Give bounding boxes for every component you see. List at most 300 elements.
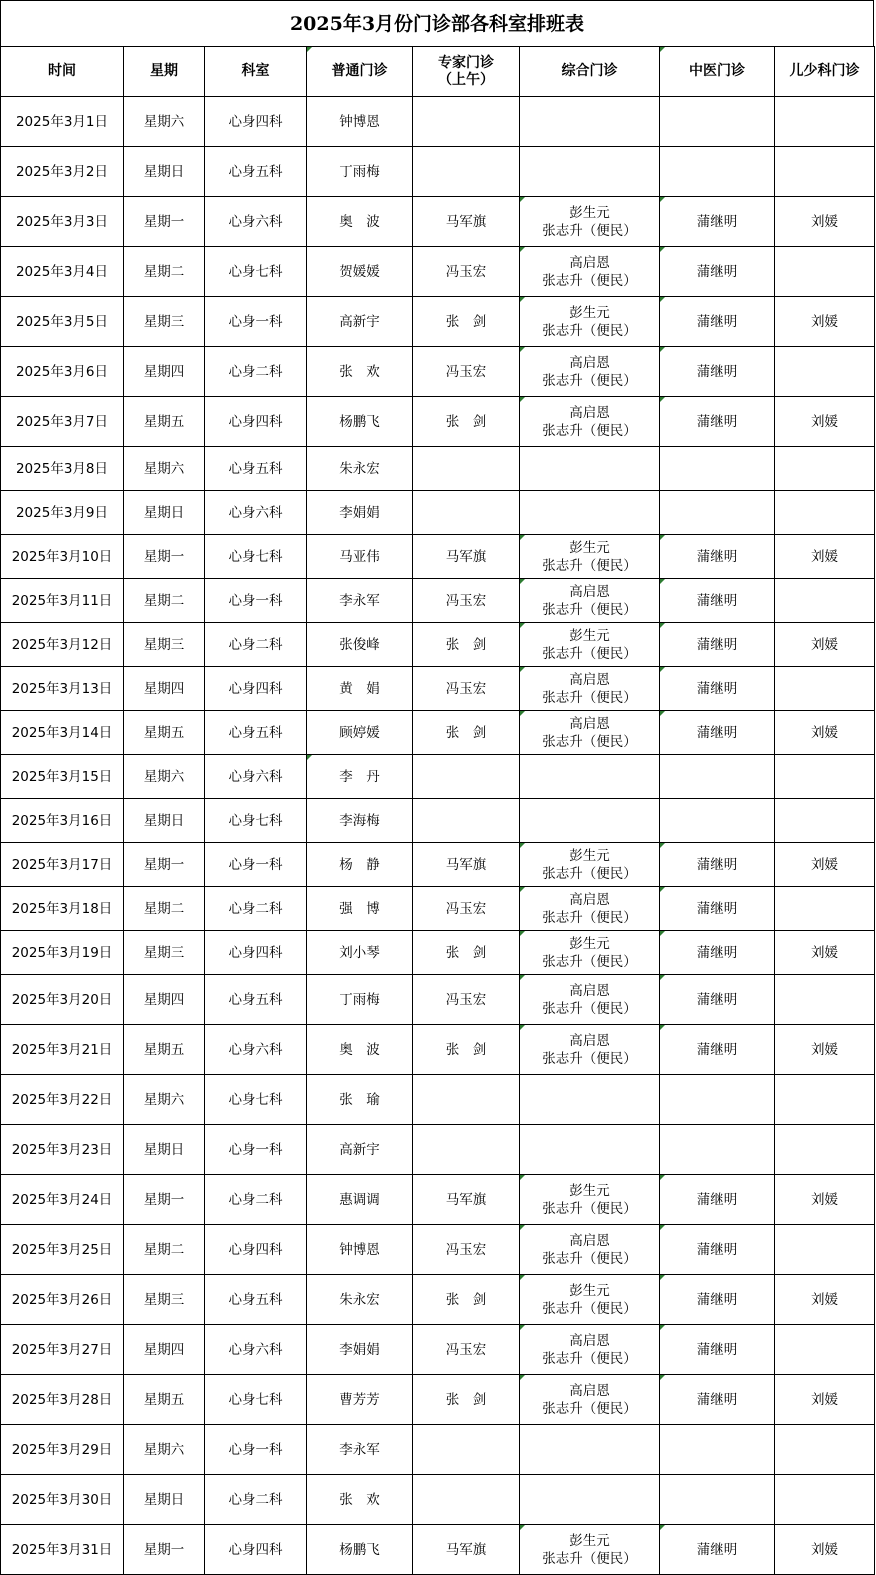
weekday-cell: 星期一 (124, 535, 205, 579)
general-clinic-cell: 高新宇 (307, 297, 413, 347)
general-clinic-cell: 李永军 (307, 1425, 413, 1475)
date-cell: 2025年3月3日 (1, 197, 124, 247)
child-clinic-cell (775, 667, 875, 711)
weekday-cell: 星期一 (124, 1175, 205, 1225)
tcm-clinic-cell (660, 1075, 775, 1125)
weekday-cell: 星期三 (124, 297, 205, 347)
schedule-table (0, 46, 875, 1575)
comprehensive-clinic-cell (520, 247, 660, 297)
child-clinic-cell (775, 799, 875, 843)
dept-cell: 心身六科 (205, 1325, 307, 1375)
table-row (1, 1475, 875, 1525)
weekday-cell: 星期日 (124, 147, 205, 197)
table-row (1, 667, 875, 711)
child-clinic-cell (775, 579, 875, 623)
child-clinic-cell (775, 887, 875, 931)
expert-clinic-cell: 张 剑 (413, 1275, 520, 1325)
child-clinic-cell (775, 1225, 875, 1275)
expert-clinic-cell: 冯玉宏 (413, 1225, 520, 1275)
expert-clinic-cell: 马军旗 (413, 1525, 520, 1575)
expert-clinic-cell (413, 97, 520, 147)
table-row (1, 711, 875, 755)
comprehensive-doctor-2: 张志升（便民） (542, 1300, 637, 1317)
tcm-clinic-cell: 蒲继明 (660, 1375, 775, 1425)
comprehensive-clinic-cell (520, 447, 660, 491)
weekday-cell: 星期五 (124, 397, 205, 447)
comprehensive-clinic-cell (520, 1075, 660, 1125)
comprehensive-doctor-1: 高启恩 (569, 354, 610, 371)
comprehensive-clinic-cell (520, 843, 660, 887)
tcm-clinic-cell (660, 1475, 775, 1525)
expert-clinic-cell (413, 491, 520, 535)
dept-cell: 心身四科 (205, 1525, 307, 1575)
comprehensive-doctor-1: 高启恩 (569, 671, 610, 688)
comprehensive-doctor-1: 彭生元 (569, 627, 610, 644)
comprehensive-doctor-2: 张志升（便民） (542, 1000, 637, 1017)
tcm-clinic-cell: 蒲继明 (660, 1175, 775, 1225)
table-row (1, 755, 875, 799)
tcm-clinic-cell (660, 799, 775, 843)
tcm-clinic-cell (660, 491, 775, 535)
date-cell: 2025年3月2日 (1, 147, 124, 197)
general-clinic-cell: 杨鹏飞 (307, 397, 413, 447)
dept-cell: 心身二科 (205, 347, 307, 397)
expert-clinic-cell: 冯玉宏 (413, 1325, 520, 1375)
tcm-clinic-cell: 蒲继明 (660, 247, 775, 297)
expert-clinic-cell (413, 755, 520, 799)
comprehensive-doctor-2: 张志升（便民） (542, 1200, 637, 1217)
date-cell: 2025年3月21日 (1, 1025, 124, 1075)
expert-clinic-cell: 马军旗 (413, 843, 520, 887)
expert-clinic-cell: 冯玉宏 (413, 887, 520, 931)
child-clinic-cell (775, 1325, 875, 1375)
weekday-cell: 星期三 (124, 1275, 205, 1325)
comprehensive-doctor-1: 高启恩 (569, 404, 610, 421)
dept-cell: 心身一科 (205, 1425, 307, 1475)
weekday-cell: 星期五 (124, 1025, 205, 1075)
tcm-clinic-cell: 蒲继明 (660, 667, 775, 711)
comprehensive-doctor-1: 彭生元 (569, 1182, 610, 1199)
header-general: 普通门诊 (307, 47, 413, 97)
weekday-cell: 星期六 (124, 1075, 205, 1125)
tcm-clinic-cell: 蒲继明 (660, 975, 775, 1025)
general-clinic-cell: 丁雨梅 (307, 147, 413, 197)
weekday-cell: 星期一 (124, 1525, 205, 1575)
weekday-cell: 星期五 (124, 711, 205, 755)
comprehensive-clinic-cell (520, 799, 660, 843)
weekday-cell: 星期一 (124, 197, 205, 247)
date-cell: 2025年3月23日 (1, 1125, 124, 1175)
expert-clinic-cell: 冯玉宏 (413, 247, 520, 297)
dept-cell: 心身六科 (205, 197, 307, 247)
table-row (1, 197, 875, 247)
tcm-clinic-cell: 蒲继明 (660, 1275, 775, 1325)
dept-cell: 心身二科 (205, 1475, 307, 1525)
comprehensive-doctor-1: 高启恩 (569, 583, 610, 600)
table-row (1, 1225, 875, 1275)
comprehensive-doctor-2: 张志升（便民） (542, 1050, 637, 1067)
header-weekday: 星期 (124, 47, 205, 97)
header-comprehensive: 综合门诊 (520, 47, 660, 97)
comprehensive-doctor-2: 张志升（便民） (542, 422, 637, 439)
table-row (1, 1125, 875, 1175)
tcm-clinic-cell: 蒲继明 (660, 1525, 775, 1575)
dept-cell: 心身五科 (205, 1275, 307, 1325)
comprehensive-doctor-1: 高启恩 (569, 1382, 610, 1399)
expert-clinic-cell: 马军旗 (413, 1175, 520, 1225)
weekday-cell: 星期日 (124, 1125, 205, 1175)
general-clinic-cell: 张 欢 (307, 347, 413, 397)
table-row (1, 535, 875, 579)
table-row (1, 1075, 875, 1125)
expert-clinic-cell: 张 剑 (413, 297, 520, 347)
general-clinic-cell: 贺媛媛 (307, 247, 413, 297)
expert-clinic-cell: 马军旗 (413, 535, 520, 579)
date-cell: 2025年3月25日 (1, 1225, 124, 1275)
date-cell: 2025年3月8日 (1, 447, 124, 491)
dept-cell: 心身六科 (205, 1025, 307, 1075)
dept-cell: 心身七科 (205, 1375, 307, 1425)
expert-clinic-cell (413, 1125, 520, 1175)
comprehensive-clinic-cell (520, 535, 660, 579)
general-clinic-cell: 张 瑜 (307, 1075, 413, 1125)
general-clinic-cell: 李娟娟 (307, 491, 413, 535)
comprehensive-clinic-cell (520, 579, 660, 623)
weekday-cell: 星期一 (124, 843, 205, 887)
comprehensive-doctor-1: 彭生元 (569, 935, 610, 952)
date-cell: 2025年3月9日 (1, 491, 124, 535)
dept-cell: 心身四科 (205, 667, 307, 711)
table-row (1, 799, 875, 843)
weekday-cell: 星期三 (124, 931, 205, 975)
comprehensive-clinic-cell (520, 1025, 660, 1075)
child-clinic-cell: 刘媛 (775, 931, 875, 975)
dept-cell: 心身七科 (205, 1075, 307, 1125)
comprehensive-doctor-1: 高启恩 (569, 891, 610, 908)
comprehensive-clinic-cell (520, 1225, 660, 1275)
comprehensive-clinic-cell (520, 1425, 660, 1475)
table-row (1, 1425, 875, 1475)
dept-cell: 心身七科 (205, 799, 307, 843)
date-cell: 2025年3月10日 (1, 535, 124, 579)
dept-cell: 心身七科 (205, 535, 307, 579)
general-clinic-cell: 李永军 (307, 579, 413, 623)
table-row (1, 491, 875, 535)
comprehensive-clinic-cell (520, 931, 660, 975)
expert-clinic-cell (413, 799, 520, 843)
child-clinic-cell: 刘媛 (775, 1275, 875, 1325)
dept-cell: 心身五科 (205, 975, 307, 1025)
header-row (1, 47, 875, 97)
comprehensive-clinic-cell (520, 1175, 660, 1225)
date-cell: 2025年3月30日 (1, 1475, 124, 1525)
comprehensive-doctor-2: 张志升（便民） (542, 733, 637, 750)
date-cell: 2025年3月13日 (1, 667, 124, 711)
tcm-clinic-cell: 蒲继明 (660, 579, 775, 623)
child-clinic-cell (775, 147, 875, 197)
general-clinic-cell: 朱永宏 (307, 1275, 413, 1325)
table-row (1, 975, 875, 1025)
expert-clinic-cell (413, 447, 520, 491)
header-dept: 科室 (205, 47, 307, 97)
general-clinic-cell: 丁雨梅 (307, 975, 413, 1025)
expert-clinic-cell (413, 147, 520, 197)
comprehensive-doctor-2: 张志升（便民） (542, 222, 637, 239)
child-clinic-cell (775, 247, 875, 297)
date-cell: 2025年3月6日 (1, 347, 124, 397)
dept-cell: 心身一科 (205, 843, 307, 887)
expert-clinic-cell: 冯玉宏 (413, 347, 520, 397)
comprehensive-clinic-cell (520, 887, 660, 931)
general-clinic-cell: 马亚伟 (307, 535, 413, 579)
dept-cell: 心身四科 (205, 1225, 307, 1275)
general-clinic-cell: 张俊峰 (307, 623, 413, 667)
child-clinic-cell (775, 1125, 875, 1175)
expert-clinic-cell: 冯玉宏 (413, 579, 520, 623)
child-clinic-cell (775, 1425, 875, 1475)
dept-cell: 心身二科 (205, 623, 307, 667)
comprehensive-doctor-1: 彭生元 (569, 1532, 610, 1549)
general-clinic-cell: 杨鹏飞 (307, 1525, 413, 1575)
dept-cell: 心身四科 (205, 931, 307, 975)
header-expert: 专家门诊 （上午） (413, 47, 520, 97)
dept-cell: 心身一科 (205, 579, 307, 623)
comprehensive-doctor-1: 彭生元 (569, 539, 610, 556)
comprehensive-clinic-cell (520, 397, 660, 447)
dept-cell: 心身四科 (205, 397, 307, 447)
tcm-clinic-cell (660, 1425, 775, 1475)
weekday-cell: 星期四 (124, 1325, 205, 1375)
date-cell: 2025年3月31日 (1, 1525, 124, 1575)
general-clinic-cell: 李娟娟 (307, 1325, 413, 1375)
date-cell: 2025年3月4日 (1, 247, 124, 297)
general-clinic-cell: 奥 波 (307, 197, 413, 247)
table-row (1, 97, 875, 147)
child-clinic-cell: 刘媛 (775, 197, 875, 247)
date-cell: 2025年3月24日 (1, 1175, 124, 1225)
child-clinic-cell (775, 1475, 875, 1525)
comprehensive-doctor-2: 张志升（便民） (542, 953, 637, 970)
expert-clinic-cell: 冯玉宏 (413, 975, 520, 1025)
comprehensive-clinic-cell (520, 1375, 660, 1425)
date-cell: 2025年3月22日 (1, 1075, 124, 1125)
date-cell: 2025年3月12日 (1, 623, 124, 667)
tcm-clinic-cell: 蒲继明 (660, 887, 775, 931)
comprehensive-doctor-2: 张志升（便民） (542, 601, 637, 618)
child-clinic-cell: 刘媛 (775, 1025, 875, 1075)
tcm-clinic-cell: 蒲继明 (660, 197, 775, 247)
weekday-cell: 星期四 (124, 667, 205, 711)
date-cell: 2025年3月28日 (1, 1375, 124, 1425)
child-clinic-cell: 刘媛 (775, 1525, 875, 1575)
weekday-cell: 星期六 (124, 755, 205, 799)
expert-clinic-cell: 张 剑 (413, 1025, 520, 1075)
general-clinic-cell: 顾婷媛 (307, 711, 413, 755)
general-clinic-cell: 高新宇 (307, 1125, 413, 1175)
comprehensive-doctor-2: 张志升（便民） (542, 865, 637, 882)
table-row (1, 1325, 875, 1375)
comprehensive-clinic-cell (520, 667, 660, 711)
table-row (1, 347, 875, 397)
date-cell: 2025年3月16日 (1, 799, 124, 843)
date-cell: 2025年3月14日 (1, 711, 124, 755)
comprehensive-clinic-cell (520, 1275, 660, 1325)
tcm-clinic-cell (660, 447, 775, 491)
dept-cell: 心身一科 (205, 1125, 307, 1175)
expert-clinic-cell: 张 剑 (413, 931, 520, 975)
comprehensive-doctor-2: 张志升（便民） (542, 1400, 637, 1417)
comprehensive-doctor-2: 张志升（便民） (542, 272, 637, 289)
weekday-cell: 星期六 (124, 97, 205, 147)
child-clinic-cell (775, 1075, 875, 1125)
child-clinic-cell (775, 447, 875, 491)
weekday-cell: 星期二 (124, 247, 205, 297)
comprehensive-clinic-cell (520, 1475, 660, 1525)
dept-cell: 心身七科 (205, 247, 307, 297)
comprehensive-doctor-2: 张志升（便民） (542, 909, 637, 926)
general-clinic-cell: 李 丹 (307, 755, 413, 799)
expert-clinic-cell: 张 剑 (413, 397, 520, 447)
child-clinic-cell: 刘媛 (775, 1175, 875, 1225)
table-row (1, 447, 875, 491)
tcm-clinic-cell: 蒲继明 (660, 535, 775, 579)
tcm-clinic-cell: 蒲继明 (660, 843, 775, 887)
table-row (1, 147, 875, 197)
weekday-cell: 星期二 (124, 1225, 205, 1275)
comprehensive-doctor-2: 张志升（便民） (542, 1250, 637, 1267)
weekday-cell: 星期三 (124, 623, 205, 667)
child-clinic-cell (775, 347, 875, 397)
header-date: 时间 (1, 47, 124, 97)
weekday-cell: 星期五 (124, 1375, 205, 1425)
tcm-clinic-cell: 蒲继明 (660, 397, 775, 447)
comprehensive-clinic-cell (520, 1125, 660, 1175)
expert-clinic-cell (413, 1075, 520, 1125)
table-row (1, 623, 875, 667)
weekday-cell: 星期二 (124, 887, 205, 931)
header-tcm: 中医门诊 (660, 47, 775, 97)
table-row (1, 579, 875, 623)
comprehensive-clinic-cell (520, 147, 660, 197)
child-clinic-cell: 刘媛 (775, 623, 875, 667)
date-cell: 2025年3月17日 (1, 843, 124, 887)
general-clinic-cell: 奥 波 (307, 1025, 413, 1075)
comprehensive-clinic-cell (520, 491, 660, 535)
table-row (1, 397, 875, 447)
comprehensive-doctor-1: 高启恩 (569, 254, 610, 271)
comprehensive-doctor-2: 张志升（便民） (542, 1550, 637, 1567)
weekday-cell: 星期四 (124, 975, 205, 1025)
general-clinic-cell: 惠调调 (307, 1175, 413, 1225)
child-clinic-cell: 刘媛 (775, 397, 875, 447)
child-clinic-cell (775, 97, 875, 147)
tcm-clinic-cell (660, 147, 775, 197)
dept-cell: 心身五科 (205, 447, 307, 491)
general-clinic-cell: 强 博 (307, 887, 413, 931)
child-clinic-cell: 刘媛 (775, 843, 875, 887)
dept-cell: 心身六科 (205, 491, 307, 535)
comprehensive-clinic-cell (520, 1525, 660, 1575)
dept-cell: 心身五科 (205, 147, 307, 197)
date-cell: 2025年3月1日 (1, 97, 124, 147)
general-clinic-cell: 曹芳芳 (307, 1375, 413, 1425)
general-clinic-cell: 李海梅 (307, 799, 413, 843)
table-row (1, 1275, 875, 1325)
dept-cell: 心身二科 (205, 887, 307, 931)
general-clinic-cell: 朱永宏 (307, 447, 413, 491)
date-cell: 2025年3月29日 (1, 1425, 124, 1475)
general-clinic-cell: 张 欢 (307, 1475, 413, 1525)
date-cell: 2025年3月5日 (1, 297, 124, 347)
table-row (1, 1525, 875, 1575)
comprehensive-clinic-cell (520, 975, 660, 1025)
comprehensive-doctor-1: 高启恩 (569, 1332, 610, 1349)
tcm-clinic-cell: 蒲继明 (660, 623, 775, 667)
general-clinic-cell: 钟博恩 (307, 1225, 413, 1275)
tcm-clinic-cell: 蒲继明 (660, 297, 775, 347)
comprehensive-doctor-2: 张志升（便民） (542, 645, 637, 662)
child-clinic-cell: 刘媛 (775, 711, 875, 755)
expert-clinic-cell (413, 1475, 520, 1525)
expert-clinic-cell: 马军旗 (413, 197, 520, 247)
tcm-clinic-cell: 蒲继明 (660, 347, 775, 397)
tcm-clinic-cell: 蒲继明 (660, 1025, 775, 1075)
child-clinic-cell (775, 975, 875, 1025)
child-clinic-cell (775, 491, 875, 535)
comprehensive-clinic-cell (520, 297, 660, 347)
comprehensive-clinic-cell (520, 197, 660, 247)
child-clinic-cell (775, 755, 875, 799)
tcm-clinic-cell (660, 755, 775, 799)
comprehensive-doctor-2: 张志升（便民） (542, 322, 637, 339)
general-clinic-cell: 杨 静 (307, 843, 413, 887)
child-clinic-cell: 刘媛 (775, 297, 875, 347)
expert-clinic-cell: 张 剑 (413, 1375, 520, 1425)
date-cell: 2025年3月18日 (1, 887, 124, 931)
weekday-cell: 星期四 (124, 347, 205, 397)
comprehensive-doctor-1: 彭生元 (569, 204, 610, 221)
comprehensive-doctor-2: 张志升（便民） (542, 1350, 637, 1367)
table-row (1, 1175, 875, 1225)
comprehensive-doctor-1: 彭生元 (569, 1282, 610, 1299)
table-row (1, 843, 875, 887)
tcm-clinic-cell: 蒲继明 (660, 711, 775, 755)
date-cell: 2025年3月19日 (1, 931, 124, 975)
dept-cell: 心身五科 (205, 711, 307, 755)
date-cell: 2025年3月11日 (1, 579, 124, 623)
weekday-cell: 星期日 (124, 799, 205, 843)
expert-clinic-cell: 冯玉宏 (413, 667, 520, 711)
comprehensive-clinic-cell (520, 755, 660, 799)
date-cell: 2025年3月20日 (1, 975, 124, 1025)
comprehensive-doctor-2: 张志升（便民） (542, 372, 637, 389)
comprehensive-doctor-1: 高启恩 (569, 715, 610, 732)
dept-cell: 心身四科 (205, 97, 307, 147)
date-cell: 2025年3月15日 (1, 755, 124, 799)
tcm-clinic-cell: 蒲继明 (660, 931, 775, 975)
table-row (1, 1025, 875, 1075)
comprehensive-doctor-1: 高启恩 (569, 982, 610, 999)
comprehensive-doctor-1: 高启恩 (569, 1232, 610, 1249)
table-row (1, 887, 875, 931)
table-row (1, 1375, 875, 1425)
weekday-cell: 星期日 (124, 1475, 205, 1525)
expert-clinic-cell: 张 剑 (413, 623, 520, 667)
date-cell: 2025年3月27日 (1, 1325, 124, 1375)
comprehensive-doctor-2: 张志升（便民） (542, 557, 637, 574)
tcm-clinic-cell: 蒲继明 (660, 1225, 775, 1275)
general-clinic-cell: 钟博恩 (307, 97, 413, 147)
